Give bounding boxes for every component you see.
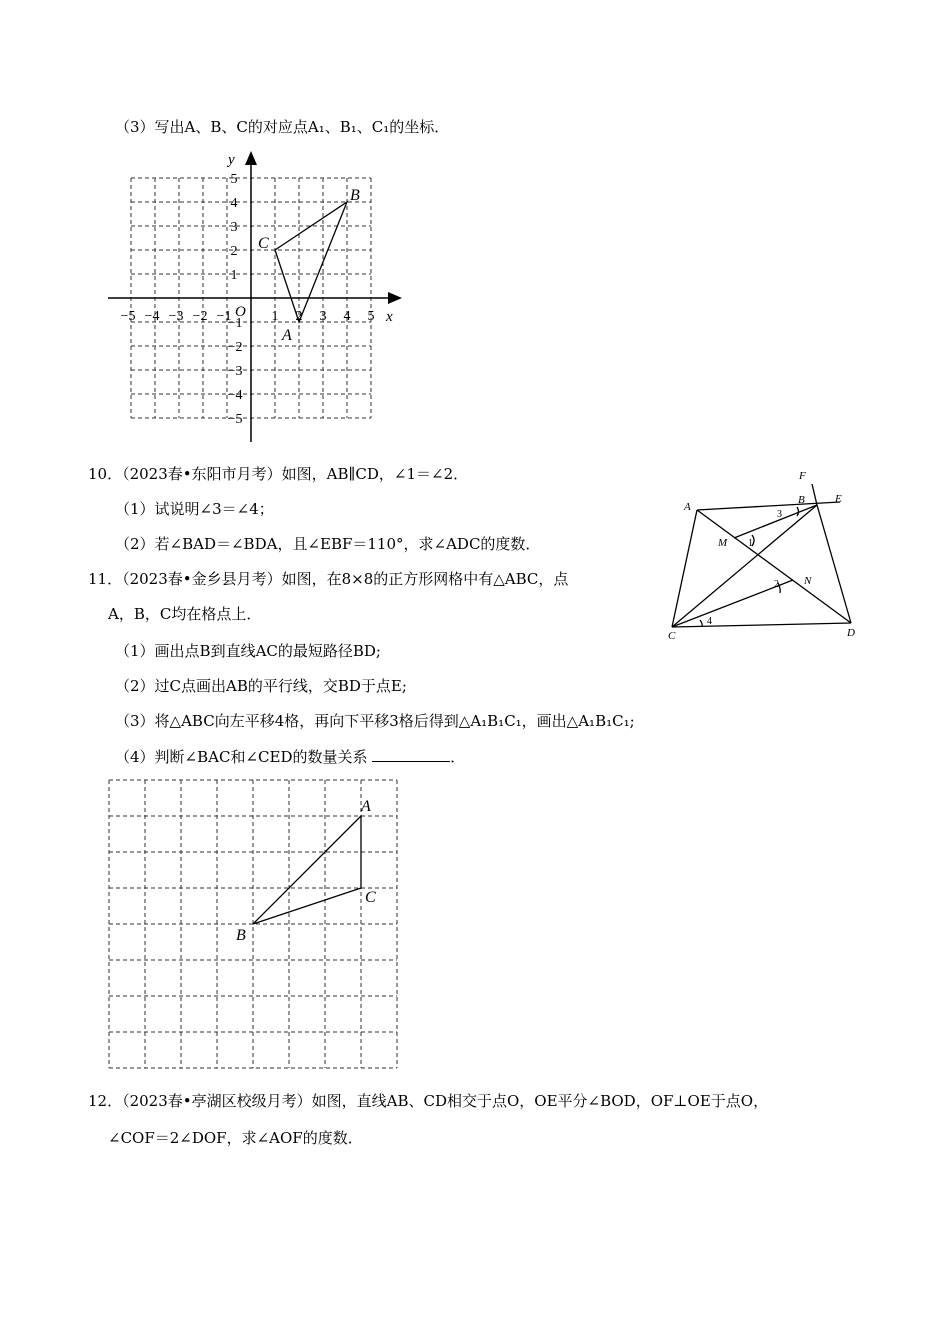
- y-tick: 3: [230, 220, 238, 235]
- x-tick: −1: [216, 309, 232, 324]
- triangle-abc: [275, 202, 347, 322]
- figure-labels: [668, 470, 855, 642]
- point-b-label: B: [236, 927, 246, 944]
- angle-1-label: 1: [748, 538, 753, 549]
- x-tick: 5: [367, 309, 375, 324]
- angle-2-label: 2: [774, 579, 779, 590]
- x-tick: −2: [192, 309, 208, 324]
- q11-stem-line2: A，B，C均在格点上．: [108, 605, 262, 623]
- q11-part3: （3）将△ABC向左平移4格，再向下平移3格后得到△A₁B₁C₁，画出△A₁B₁C₁;: [115, 712, 635, 730]
- coordinate-grid-figure: [100, 145, 410, 450]
- label-m: M: [718, 537, 728, 549]
- figure-lines: [672, 484, 851, 627]
- angle-4-label: 4: [707, 616, 712, 627]
- y-tick: 2: [230, 244, 238, 259]
- y-axis-label: y: [228, 152, 235, 168]
- q11-part4-text: （4）判断∠BAC和∠CED的数量关系: [115, 748, 368, 766]
- x-tick: 1: [271, 309, 279, 324]
- x-tick: −5: [120, 309, 136, 324]
- q10-stem: 10．（2023春•东阳市月考）如图，AB∥CD，∠1＝∠2．: [88, 465, 469, 483]
- label-b: B: [798, 494, 805, 506]
- point-b-label: B: [350, 187, 360, 204]
- y-tick-labels: [228, 172, 243, 427]
- x-tick: 4: [343, 309, 351, 324]
- label-e: E: [835, 493, 842, 505]
- q9-part3-text: （3）写出A、B、C的对应点A₁、B₁、C₁的坐标．: [115, 118, 450, 136]
- label-c: C: [668, 630, 676, 642]
- label-f: F: [799, 470, 806, 482]
- point-a-label: A: [361, 798, 371, 815]
- label-d: D: [847, 627, 855, 639]
- q10-part1: （1）试说明∠3＝∠4；: [115, 500, 274, 518]
- y-tick: −3: [227, 364, 243, 379]
- q12-line1: 12．（2023春•亭湖区校级月考）如图，直线AB、CD相交于点O，OE平分∠BOD，OF⊥OE于点O，: [88, 1092, 769, 1110]
- q12-line2: ∠COF＝2∠DOF，求∠AOF的度数．: [108, 1129, 363, 1147]
- y-tick: −5: [227, 412, 243, 427]
- y-tick: 1: [230, 268, 238, 283]
- x-tick: 3: [319, 309, 327, 324]
- y-tick: 4: [230, 196, 238, 211]
- point-a-label: A: [282, 327, 292, 344]
- quadrilateral-figure: [660, 462, 870, 647]
- answer-blank[interactable]: [372, 747, 450, 762]
- origin-label: O: [235, 304, 246, 320]
- y-tick: −1: [227, 316, 243, 331]
- q11-part1: （1）画出点B到直线AC的最短路径BD;: [115, 642, 381, 660]
- q11-part4: [115, 746, 465, 768]
- x-tick: 2: [295, 309, 303, 324]
- label-n: N: [804, 575, 812, 587]
- angle-3-label: 3: [777, 509, 782, 520]
- square-grid-figure: [100, 772, 410, 1072]
- point-c-label: C: [365, 889, 376, 906]
- q10-part2: （2）若∠BAD＝∠BDA，且∠EBF＝110°，求∠ADC的度数．: [115, 535, 541, 553]
- x-tick: −3: [168, 309, 184, 324]
- x-axis-label: x: [386, 309, 393, 325]
- y-tick: −2: [227, 340, 243, 355]
- y-tick: 5: [230, 172, 238, 187]
- q11-part4-end: ．: [450, 748, 466, 766]
- q11-part2: （2）过C点画出AB的平行线，交BD于点E;: [115, 677, 407, 695]
- label-a: A: [684, 501, 691, 513]
- x-tick: −4: [144, 309, 160, 324]
- q11-stem-line1: 11．（2023春•金乡县月考）如图，在8×8的正方形网格中有△ABC，点: [88, 570, 569, 588]
- point-c-label: C: [258, 235, 269, 252]
- y-tick: −4: [227, 388, 243, 403]
- triangle-abc: [253, 816, 361, 924]
